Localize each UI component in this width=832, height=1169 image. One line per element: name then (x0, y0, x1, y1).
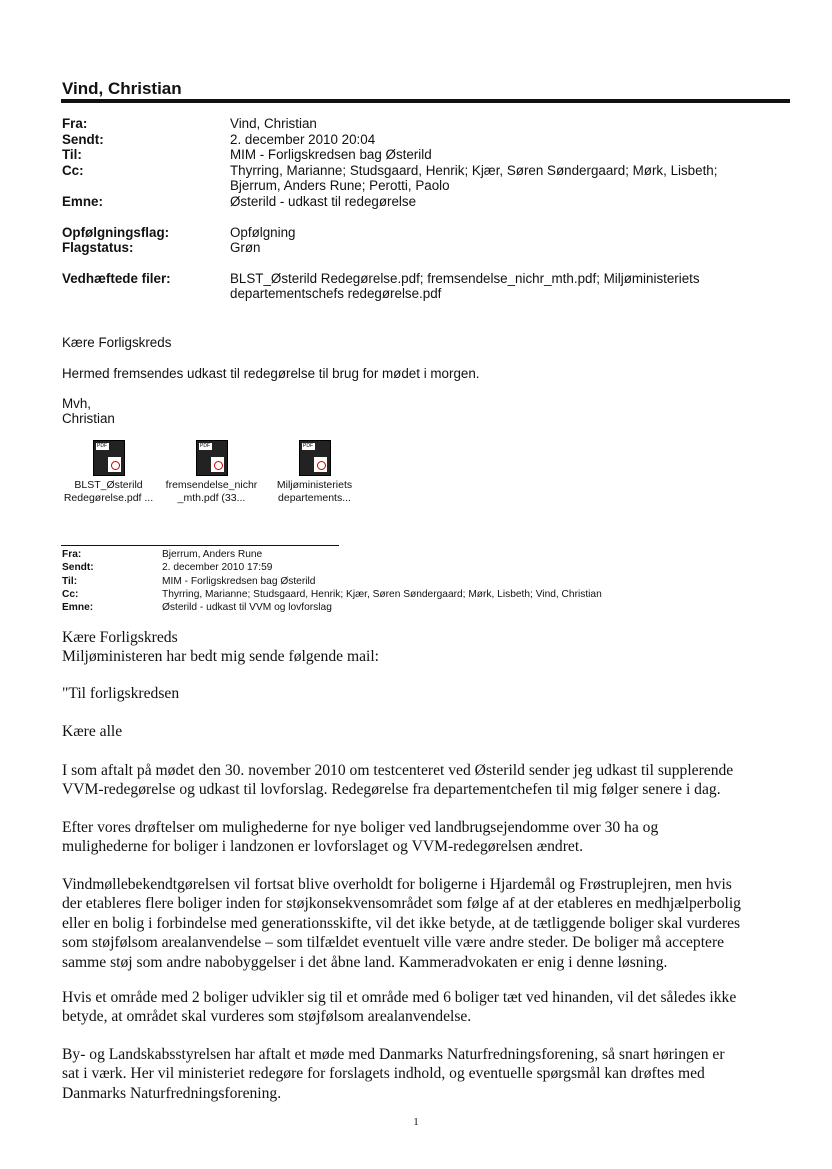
followup-row (62, 225, 790, 241)
fwd-salutation: Kære alle (62, 723, 123, 740)
fwd-sent-label: Sendt: (62, 562, 94, 574)
fwd-intro: Miljøministeren har bedt mig sende følgende mail: (62, 648, 379, 665)
attachment-name: fremsendelse_nichr (165, 479, 258, 491)
to-row (62, 147, 790, 163)
text-line: Vindmøllebekendtgørelsen vil fortsat blive overholdt for boligerne i Hjardemål og Frøstruplejren, men hvis (62, 876, 732, 893)
header-rule (61, 99, 790, 103)
attachment-name: departements... (278, 492, 351, 504)
page-number: 1 (413, 1116, 419, 1128)
to-label: Til: (62, 147, 82, 163)
attachment-name: Redegørelse.pdf ... (63, 492, 154, 504)
attachment-name: BLST_Østerild (74, 479, 143, 491)
flagstatus-label: Flagstatus: (62, 240, 134, 256)
text-line: Danmarks Naturfredningsforening. (62, 1084, 282, 1102)
message-closing: Mvh, (62, 396, 92, 411)
text-line: sat i værk. Her vil ministeriet redegøre for forslagets indhold, og eventuelle spørgsmål kan drøftes med (62, 1065, 705, 1083)
email-header (62, 116, 790, 302)
to-value: MIM - Forligskredsen bag Østerild (230, 147, 432, 163)
fwd-to-label: Til: (62, 575, 78, 587)
from-row (62, 116, 790, 132)
text-line: Efter vores drøftelser om mulighederne for nye boliger ved landbrugsejendomme over 30 ha og (62, 819, 659, 836)
fwd-quote-start: "Til forligskredsen (62, 685, 180, 702)
sender-name: Vind, Christian (62, 79, 182, 98)
followup-value: Opfølgning (230, 224, 296, 240)
text-line: Hvis et område med 2 boliger udvikler sig til et område med 6 boliger tæt ved hinanden, vil det således ikke (62, 989, 737, 1006)
paragraph-1 (62, 761, 792, 800)
subject-value: Østerild - udkast til redegørelse (230, 193, 417, 209)
attachments-label: Vedhæftede filer: (62, 270, 171, 286)
cc-line: Thyrring, Marianne; Studsgaard, Henrik; Kjær, Søren Søndergaard; Mørk, Lisbeth; (230, 162, 718, 178)
subject-row (62, 194, 790, 210)
pdf-file-icon: PDF (299, 440, 331, 476)
pdf-file-icon: PDF (93, 440, 125, 476)
fwd-to-value: MIM - Forligskredsen bag Østerild (162, 575, 316, 587)
sent-value: 2. december 2010 20:04 (230, 131, 376, 147)
fwd-greeting: Kære Forligskreds (62, 629, 178, 646)
from-value: Vind, Christian (230, 116, 317, 131)
attachment-name: Miljøministeriets (276, 479, 353, 491)
forward-divider (61, 545, 339, 546)
message-text: Hermed fremsendes udkast til redegørelse til brug for mødet i morgen. (62, 366, 480, 381)
fwd-cc-value: Thyrring, Marianne; Studsgaard, Henrik; Kjær, Søren Søndergaard; Mørk, Lisbeth; Vind, Christian (162, 588, 602, 600)
sent-label: Sendt: (62, 131, 104, 147)
fwd-subject-label: Emne: (62, 602, 94, 614)
fwd-subject-row (62, 601, 790, 614)
cc-row (62, 163, 790, 194)
followup-label: Opfølgningsflag: (62, 224, 170, 240)
attachment-item[interactable] (263, 440, 366, 505)
text-line: samme støj som andre nabobyggelser i det åbne land. Kammeradvokaten er enig i denne løsning. (62, 953, 668, 971)
attachments-line: departementschefs redegørelse.pdf (230, 286, 442, 302)
fwd-sent-value: 2. december 2010 17:59 (162, 562, 273, 574)
text-line: der etableres flere boliger inden for støjkonsekvensområdet som følge af at der etableres en medhjælperbolig (62, 895, 741, 913)
message-signature: Christian (62, 411, 115, 426)
pdf-file-icon: PDF (196, 440, 228, 476)
attachment-list (57, 440, 367, 505)
attachment-item[interactable] (160, 440, 263, 505)
message-greeting: Kære Forligskreds (62, 335, 172, 350)
text-line: eller en bolig i forbindelse med generationsskifte, vil det ikke betyde, at de tætliggende boliger skal vurderes (62, 914, 741, 932)
fwd-subject-value: Østerild - udkast til VVM og lovforslag (162, 602, 332, 614)
paragraph-5 (62, 1045, 792, 1103)
cc-line: Bjerrum, Anders Rune; Perotti, Paolo (230, 178, 450, 194)
paragraph-4 (62, 988, 792, 1027)
text-line: betyde, at området skal vurderes som støjfølsom arealanvendelse. (62, 1008, 472, 1026)
fwd-from-label: Fra: (62, 549, 82, 560)
from-label: Fra: (62, 116, 88, 131)
flagstatus-row (62, 240, 790, 256)
sent-row (62, 132, 790, 148)
attachments-value (230, 271, 790, 302)
fwd-sent-row (62, 561, 790, 574)
fwd-from-row (62, 548, 790, 561)
cc-label: Cc: (62, 162, 84, 178)
text-line: som støjfølsom arealanvendelse – som tilfældet eventuelt ville være andre steder. De boliger må acceptere (62, 934, 725, 952)
forwarded-header (62, 548, 790, 614)
cc-value (230, 163, 790, 194)
attachment-name: _mth.pdf (33... (177, 492, 246, 504)
attachments-row (62, 271, 790, 302)
fwd-cc-label: Cc: (62, 588, 79, 600)
fwd-to-row (62, 575, 790, 588)
attachments-line: BLST_Østerild Redegørelse.pdf; fremsendelse_nichr_mth.pdf; Miljøministeriets (230, 270, 700, 286)
paragraph-2 (62, 818, 792, 857)
paragraph-3 (62, 875, 792, 972)
text-line: VVM-redegørelse og udkast til lovforslag. Redegørelse fra departementchefen til mig følger senere i dag. (62, 781, 721, 799)
text-line: By- og Landskabsstyrelsen har aftalt et møde med Danmarks Naturfredningsforening, så snart høringen er (62, 1046, 725, 1063)
text-line: mulighederne for boliger i landzonen er lovforslaget og VVM-redegørelsen ændret. (62, 838, 584, 856)
attachment-item[interactable] (57, 440, 160, 505)
fwd-from-value: Bjerrum, Anders Rune (162, 549, 263, 560)
text-line: I som aftalt på mødet den 30. november 2010 om testcenteret ved Østerild sender jeg udkast til supplerende (62, 762, 734, 779)
fwd-cc-row (62, 588, 790, 601)
flagstatus-value: Grøn (230, 240, 261, 256)
subject-label: Emne: (62, 193, 103, 209)
